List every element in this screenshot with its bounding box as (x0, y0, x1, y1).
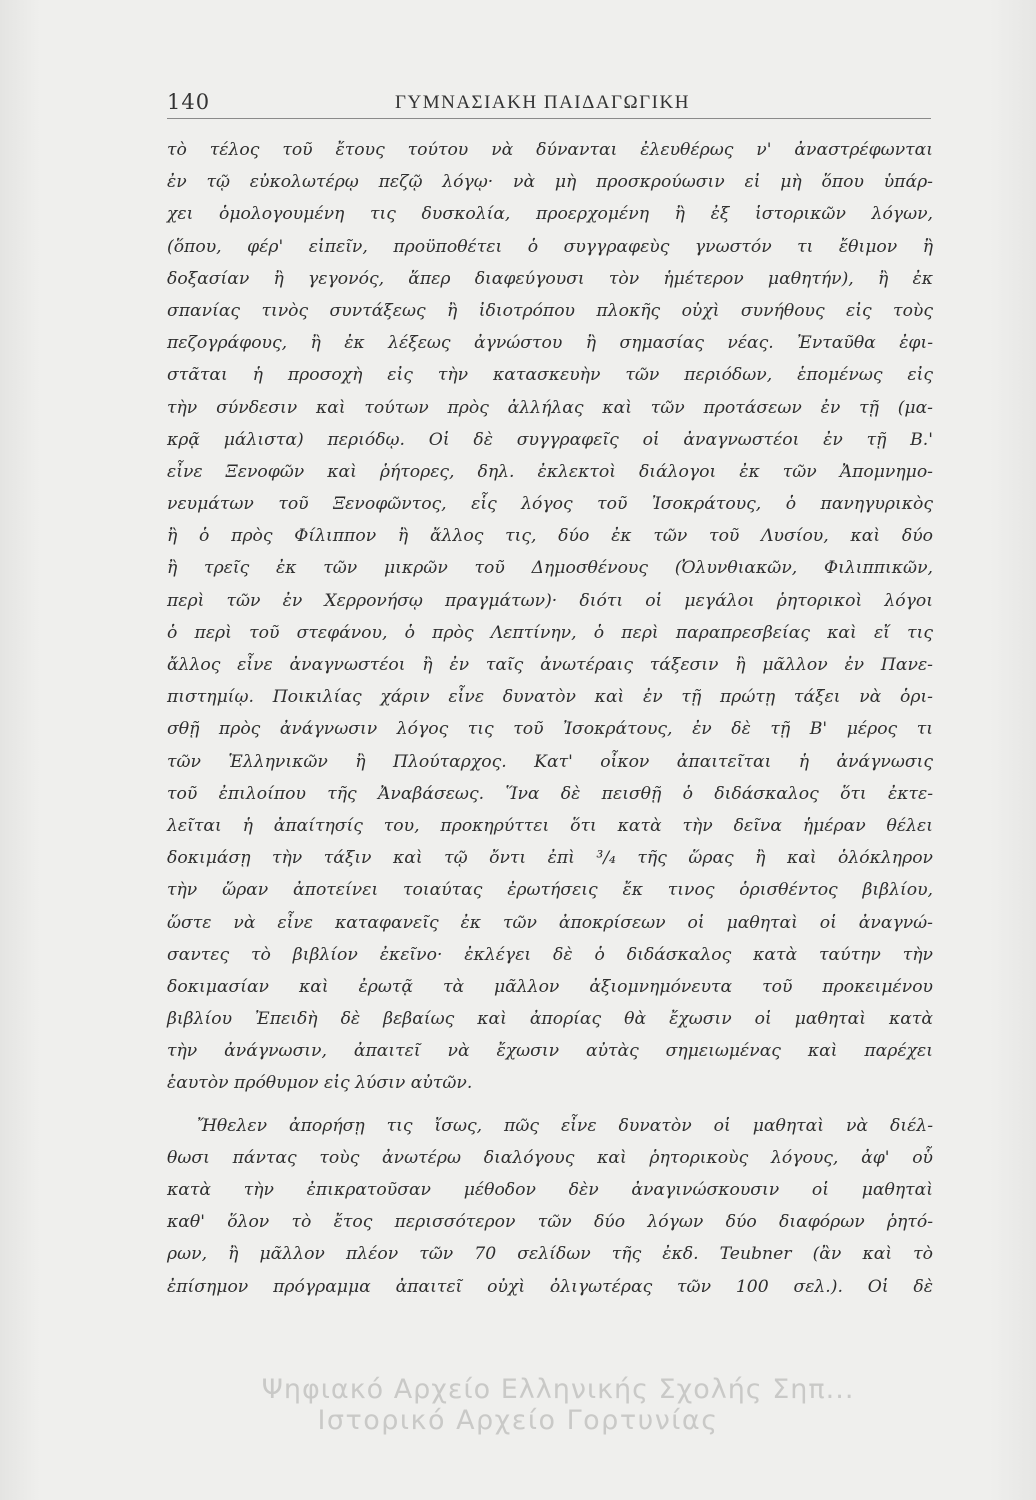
paragraph-2 (167, 1110, 933, 1303)
watermark-gortynia-line: Ιστορικό Αρχείο Γορτυνίας (317, 1405, 719, 1436)
page-header (167, 88, 931, 119)
text-line: ἐπίσημον πρόγραμμα ἀπαιτεῖ οὐχὶ ὀλιγωτέρας τῶν 100 σελ.). Οἱ δὲ (167, 1276, 933, 1297)
text-line: σθῇ πρὸς ἀνάγνωσιν λόγος τις τοῦ Ἰσοκράτους, ἐν δὲ τῇ Β' μέρος τι (167, 719, 933, 740)
text-line: τὴν ὥραν ἀποτείνει τοιαύτας ἐρωτήσεις ἔκ τινος ὁρισθέντος βιβλίου, (167, 880, 933, 901)
page-number: 140 (167, 90, 211, 114)
text-line: σπανίας τινὸς συντάξεως ἢ ἰδιοτρόπου πλοκῆς οὐχὶ συνήθους εἰς τοὺς (167, 300, 933, 321)
text-line: χει ὁμολογουμένη τις δυσκολία, προερχομένη ἢ ἐξ ἱστορικῶν λόγων, (167, 204, 933, 225)
text-line: κατὰ τὴν ἐπικρατοῦσαν μέθοδον δὲν ἀναγινώσκουσιν οἱ μαθηταὶ (167, 1180, 933, 1200)
text-line: στᾶται ἡ προσοχὴ εἰς τὴν κατασκευὴν τῶν περιόδων, ἑπομένως εἰς (167, 365, 933, 386)
text-line: ὁ περὶ τοῦ στεφάνου, ὁ πρὸς Λεπτίνην, ὁ περὶ παραπρεσβείας καὶ εἴ τις (167, 622, 933, 643)
text-line: τὸ τέλος τοῦ ἔτους τούτου νὰ δύνανται ἐλευθέρως ν' ἀναστρέφωνται (167, 140, 933, 160)
text-line: τὴν σύνδεσιν καὶ τούτων πρὸς ἀλλήλας καὶ τῶν προτάσεων ἐν τῇ (μα- (167, 397, 933, 418)
text-line: περὶ τῶν ἐν Χερρονήσῳ πραγμάτων)· διότι οἱ μεγάλοι ῥητορικοὶ λόγοι (167, 590, 933, 611)
paragraph-1 (167, 134, 933, 1100)
text-line: ρων, ἢ μᾶλλον πλέον τῶν 70 σελίδων τῆς ἐκδ. Teubner (ἂν καὶ τὸ (167, 1244, 933, 1265)
text-line: νευμάτων τοῦ Ξενοφῶντος, εἷς λόγος τοῦ Ἰσοκράτους, ὁ πανηγυρικὸς (167, 494, 933, 515)
text-line: ἄλλος εἶνε ἀναγνωστέοι ἢ ἐν ταῖς ἀνωτέραις τάξεσιν ἢ μᾶλλον ἐν Πανε- (167, 655, 933, 675)
text-line: καθ' ὅλον τὸ ἔτος περισσότερον τῶν δύο λόγων δύο διαφόρων ῥητό- (167, 1212, 933, 1233)
text-line: πιστημίῳ. Ποικιλίας χάριν εἶνε δυνατὸν καὶ ἐν τῇ πρώτῃ τάξει νὰ ὁρι- (167, 687, 933, 708)
text-line: ἐν τῷ εὐκολωτέρῳ πεζῷ λόγῳ· νὰ μὴ προσκρούωσιν εἰ μὴ ὅπου ὑπάρ- (167, 172, 933, 193)
text-line: ἢ τρεῖς ἐκ τῶν μικρῶν τοῦ Δημοσθένους (Ὀλυνθιακῶν, Φιλιππικῶν, (167, 558, 933, 579)
text-line: θωσι πάντας τοὺς ἀνωτέρω διαλόγους καὶ ῥητορικοὺς λόγους, ἀφ' οὗ (167, 1147, 933, 1168)
watermark-archive-line: Ψηφιακό Αρχείο Ελληνικής Σχολής Σηπ... (261, 1374, 855, 1405)
text-line: τῶν Ἑλληνικῶν ἢ Πλούταρχος. Κατ' οἶκον ἀπαιτεῖται ἡ ἀνάγνωσις (167, 751, 933, 772)
text-line: κρᾷ μάλιστα) περιόδῳ. Οἱ δὲ συγγραφεῖς οἱ ἀναγνωστέοι ἐν τῇ Β.' (167, 429, 933, 450)
text-line: πεζογράφους, ἢ ἐκ λέξεως ἀγνώστου ἢ σημασίας νέας. Ἐνταῦθα ἐφι- (167, 333, 933, 354)
text-line: Ἤθελεν ἀπορήσῃ τις ἴσως, πῶς εἶνε δυνατὸν οἱ μαθηταὶ νὰ διέλ- (197, 1115, 933, 1136)
text-line: δοκιμασίαν καὶ ἐρωτᾷ τὰ μᾶλλον ἀξιομνημόνευτα τοῦ προκειμένου (167, 976, 933, 997)
text-line: ὥστε νὰ εἶνε καταφανεῖς ἐκ τῶν ἀποκρίσεων οἱ μαθηταὶ οἱ ἀναγνώ- (167, 912, 933, 933)
text-line: τὴν ἀνάγνωσιν, ἀπαιτεῖ νὰ ἔχωσιν αὐτὰς σημειωμένας καὶ παρέχει (167, 1041, 933, 1062)
text-line: δοξασίαν ἢ γεγονός, ἅπερ διαφεύγουσι τὸν ἡμέτερον μαθητήν), ἢ ἐκ (167, 268, 933, 289)
text-line: εἶνε Ξενοφῶν καὶ ῥήτορες, δηλ. ἐκλεκτοὶ διάλογοι ἐκ τῶν Ἀπομνημο- (167, 461, 933, 482)
text-line: ἑαυτὸν πρόθυμον εἰς λύσιν αὐτῶν. (167, 1073, 473, 1094)
text-line: (ὅπου, φέρ' εἰπεῖν, προϋποθέτει ὁ συγγραφεὺς γνωστόν τι ἔθιμον ἢ (167, 236, 933, 257)
text-line: τοῦ ἐπιλοίπου τῆς Ἀναβάσεως. Ἵνα δὲ πεισθῇ ὁ διδάσκαλος ὅτι ἐκτε- (167, 783, 933, 804)
text-line: σαντες τὸ βιβλίον ἐκεῖνο· ἐκλέγει δὲ ὁ διδάσκαλος κατὰ ταύτην τὴν (167, 944, 933, 965)
text-line: ἢ ὁ πρὸς Φίλιππον ἢ ἄλλος τις, δύο ἐκ τῶν τοῦ Λυσίου, καὶ δύο (167, 526, 933, 547)
body-text (167, 134, 933, 1303)
text-line: δοκιμάσῃ τὴν τάξιν καὶ τῷ ὄντι ἐπὶ ³/₄ τῆς ὥρας ἢ καὶ ὁλόκληρον (167, 848, 933, 869)
text-line: βιβλίου Ἐπειδὴ δὲ βεβαίως καὶ ἀπορίας θὰ ἔχωσιν οἱ μαθηταὶ κατὰ (167, 1009, 933, 1030)
running-title: ΓΥΜΝΑΣΙΑΚΗ ΠΑΙΔΑΓΩΓΙΚΗ (395, 92, 690, 113)
text-line: λεῖται ἡ ἀπαίτησίς του, προκηρύττει ὅτι κατὰ τὴν δεῖνα ἡμέραν θέλει (167, 815, 933, 836)
